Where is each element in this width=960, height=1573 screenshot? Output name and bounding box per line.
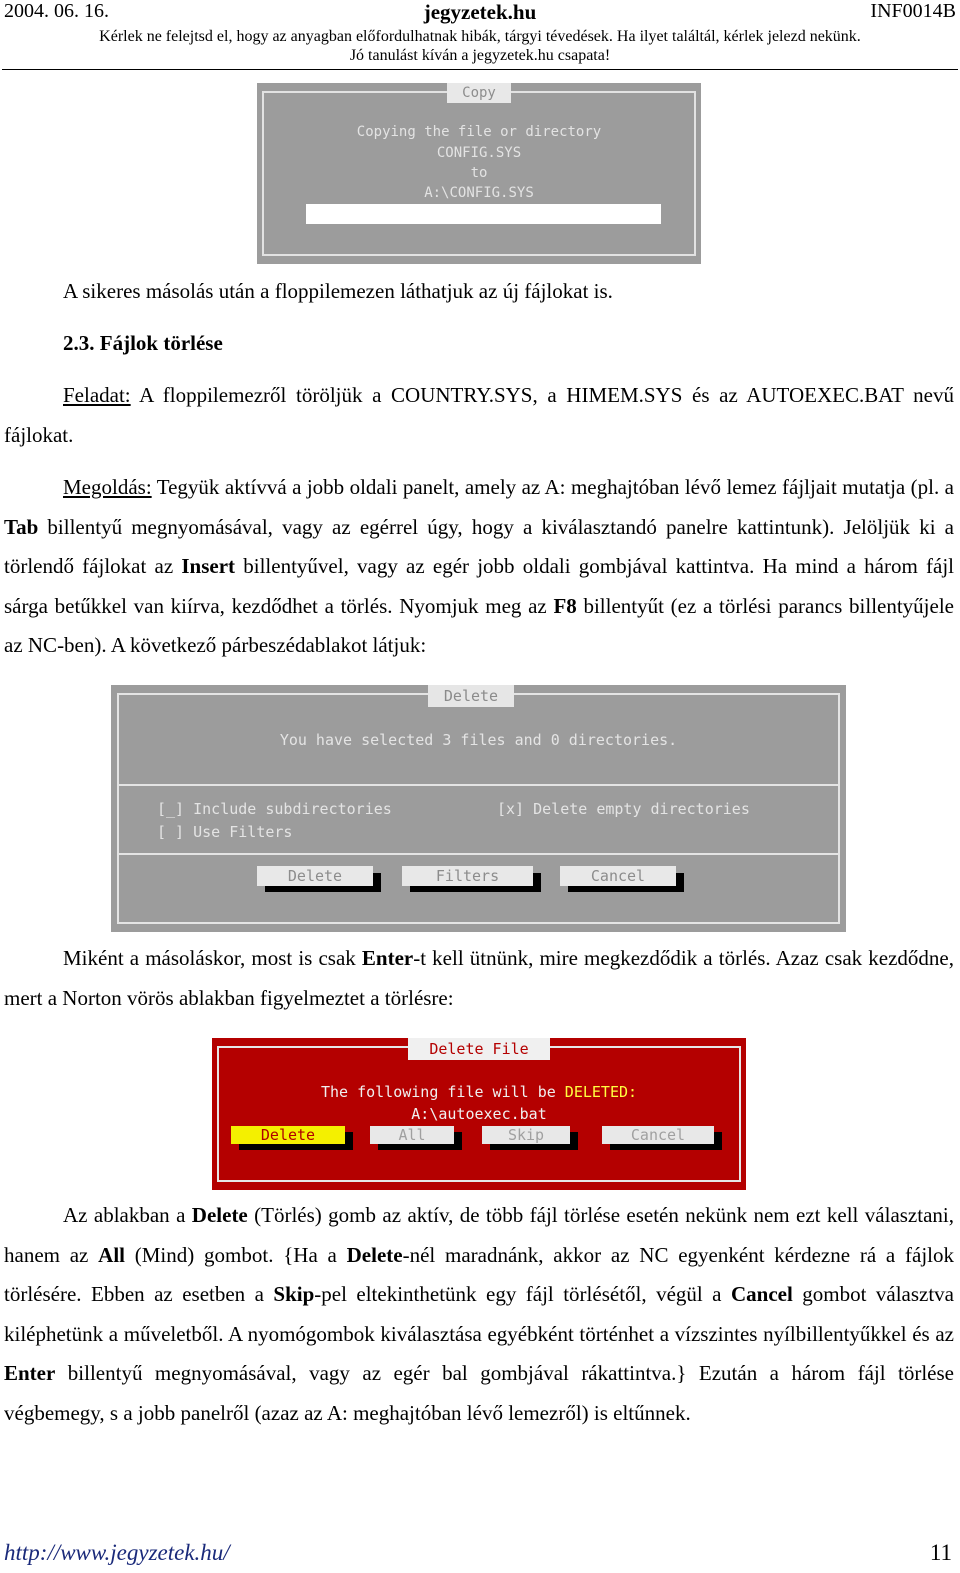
solution-text: billentyű megnyomásával, vagy az egérrel úgy, hogy a kiválasztandó panelre kattintunk). Jelöljük ki a törlendő fájlokat az: [4, 514, 954, 579]
footer-url[interactable]: http://www.jegyzetek.hu/: [4, 1540, 230, 1565]
term-enter: Enter: [4, 1361, 56, 1386]
copy-dialog-line: Copying the file or directory: [356, 124, 602, 140]
solution-label: Megoldás:: [63, 475, 152, 499]
copy-dialog-screenshot: [257, 83, 701, 264]
paragraph-text: (Törlés) gomb az aktív, de több fájl törlése esetén nekünk nem ezt kell választani, hanem az: [4, 1203, 954, 1267]
deleted-highlight: DELETED:: [564, 1083, 638, 1101]
header-note: Kérlek ne felejtsd el, hogy az anyagban előfordulhatnak hibák, tárgyi tévedések. Ha ilyet találtál, kérlek jelezd nekünk.: [99, 28, 861, 45]
copy-dialog-title: Copy: [447, 83, 511, 103]
paragraph-task: [4, 376, 954, 455]
paragraph-copy-result: [4, 272, 954, 312]
header-code: INF0014B: [870, 0, 956, 22]
paragraph-text: (Mind) gombot. {Ha a: [125, 1242, 347, 1267]
delete-button[interactable]: [257, 866, 381, 892]
paragraph-all-button: [4, 1196, 954, 1434]
key-insert: Insert: [181, 554, 236, 579]
all-button[interactable]: [370, 1126, 462, 1150]
delete-dialog-separator: [119, 853, 838, 855]
delete-file-dialog-title: Delete File: [408, 1038, 550, 1060]
term-skip: Skip: [273, 1282, 315, 1307]
red-cancel-button-label: Cancel: [602, 1126, 714, 1144]
term-delete: Delete: [191, 1203, 248, 1227]
copy-dialog-target: A:\CONFIG.SYS: [424, 185, 534, 201]
key-f8: F8: [553, 593, 577, 618]
header-site[interactable]: jegyzetek.hu: [423, 0, 537, 24]
paragraph-text: gombot választva kiléphetünk a műveletből. A nyomógombok kiválasztása egyébként történhet a vízszintes nyílbillentyűkkel és az: [4, 1282, 955, 1346]
delete-button-label: Delete: [257, 866, 373, 886]
solution-text: Tegyük aktívvá a jobb oldali panelt, amely az A: meghajtóban lévő lemez fájljait mutatja (pl. a: [151, 475, 954, 499]
term-cancel: Cancel: [730, 1282, 793, 1307]
filters-button-label: Filters: [402, 866, 533, 886]
delete-dialog-separator: [119, 784, 838, 786]
section-title: [4, 324, 954, 364]
red-cancel-button[interactable]: [602, 1126, 722, 1150]
filters-button[interactable]: [402, 866, 541, 892]
paragraph-text: A sikeres másolás után a floppilemezen láthatjuk az új fájlokat is.: [63, 279, 613, 303]
term-delete: Delete: [346, 1242, 403, 1267]
warning-text: The following file will be: [320, 1083, 565, 1101]
header-rule: [2, 69, 958, 70]
solution-text: billentyűt (ez a törlési parancs billentyűjele az NC-ben). A következő párbeszédablakot látjuk:: [4, 593, 954, 658]
all-button-label: All: [370, 1126, 454, 1144]
skip-button[interactable]: [482, 1126, 578, 1150]
checkbox-delete-empty-directories[interactable]: [x] Delete empty directories: [497, 800, 750, 818]
checkbox-use-filters[interactable]: [ ] Use Filters: [157, 823, 293, 841]
copy-dialog-to: to: [470, 165, 488, 181]
paragraph-solution: [4, 468, 954, 666]
copy-progress-bar: [306, 204, 661, 224]
header-date: 2004. 06. 16.: [4, 0, 109, 22]
delete-dialog-screenshot: [111, 685, 846, 932]
paragraph-text: billentyű megnyomásával, vagy az egér bal gombjával rákattintva.} Ezután a három fájl törlése végbemegy, s a jobb panelről (azaz az A: meghajtóban lévő lemezről) is eltűnnek.: [4, 1361, 954, 1425]
cancel-button-label: Cancel: [560, 866, 676, 886]
key-enter: Enter: [361, 946, 414, 970]
paragraph-text: Miként a másoláskor, most is csak: [63, 946, 362, 970]
delete-file-dialog-screenshot: [212, 1038, 746, 1190]
delete-dialog-title: Delete: [428, 685, 514, 707]
paragraph-text: -pel eltekinthetünk egy fájl törlésétől, végül a: [314, 1282, 731, 1307]
paragraph-text: -t kell ütnünk, mire megkezdődik a törlés. Azaz csak kezdődne, mert a Norton vörös ablakban figyelmeztet a törlésre:: [4, 946, 954, 1010]
paragraph-enter: [4, 939, 954, 1018]
term-all: All: [98, 1242, 125, 1267]
checkbox-include-subdirectories[interactable]: [_] Include subdirectories: [157, 800, 392, 818]
delete-dialog-message: You have selected 3 files and 0 directories.: [279, 731, 678, 749]
page-number: 11: [929, 1540, 952, 1565]
copy-dialog-source: CONFIG.SYS: [436, 145, 522, 161]
header-greeting: Jó tanulást kíván a jegyzetek.hu csapata!: [349, 47, 611, 64]
key-tab: Tab: [4, 514, 39, 539]
solution-text: billentyűvel, vagy az egér jobb oldali gombjával kattintva. Ha mind a három fájl sárga betűkkel van kiírva, kezdődhet a törlés. Nyomjuk meg az: [4, 554, 954, 618]
cancel-button[interactable]: [560, 866, 684, 892]
delete-file-warning: [212, 1083, 746, 1101]
red-delete-button[interactable]: [231, 1126, 353, 1150]
section-title-text: 2.3. Fájlok törlése: [63, 331, 223, 355]
red-delete-button-label: Delete: [231, 1126, 345, 1144]
delete-file-path: A:\autoexec.bat: [411, 1105, 547, 1123]
paragraph-text: -nél maradnánk, akkor az NC egyenként kérdezne rá a fájlok törlésére. Ebben az esetben a: [4, 1242, 954, 1307]
task-text: A floppilemezről töröljük a COUNTRY.SYS, a HIMEM.SYS és az AUTOEXEC.BAT nevű fájlokat.: [4, 383, 954, 447]
paragraph-text: Az ablakban a: [63, 1203, 192, 1227]
skip-button-label: Skip: [482, 1126, 570, 1144]
task-label: Feladat:: [63, 383, 131, 407]
